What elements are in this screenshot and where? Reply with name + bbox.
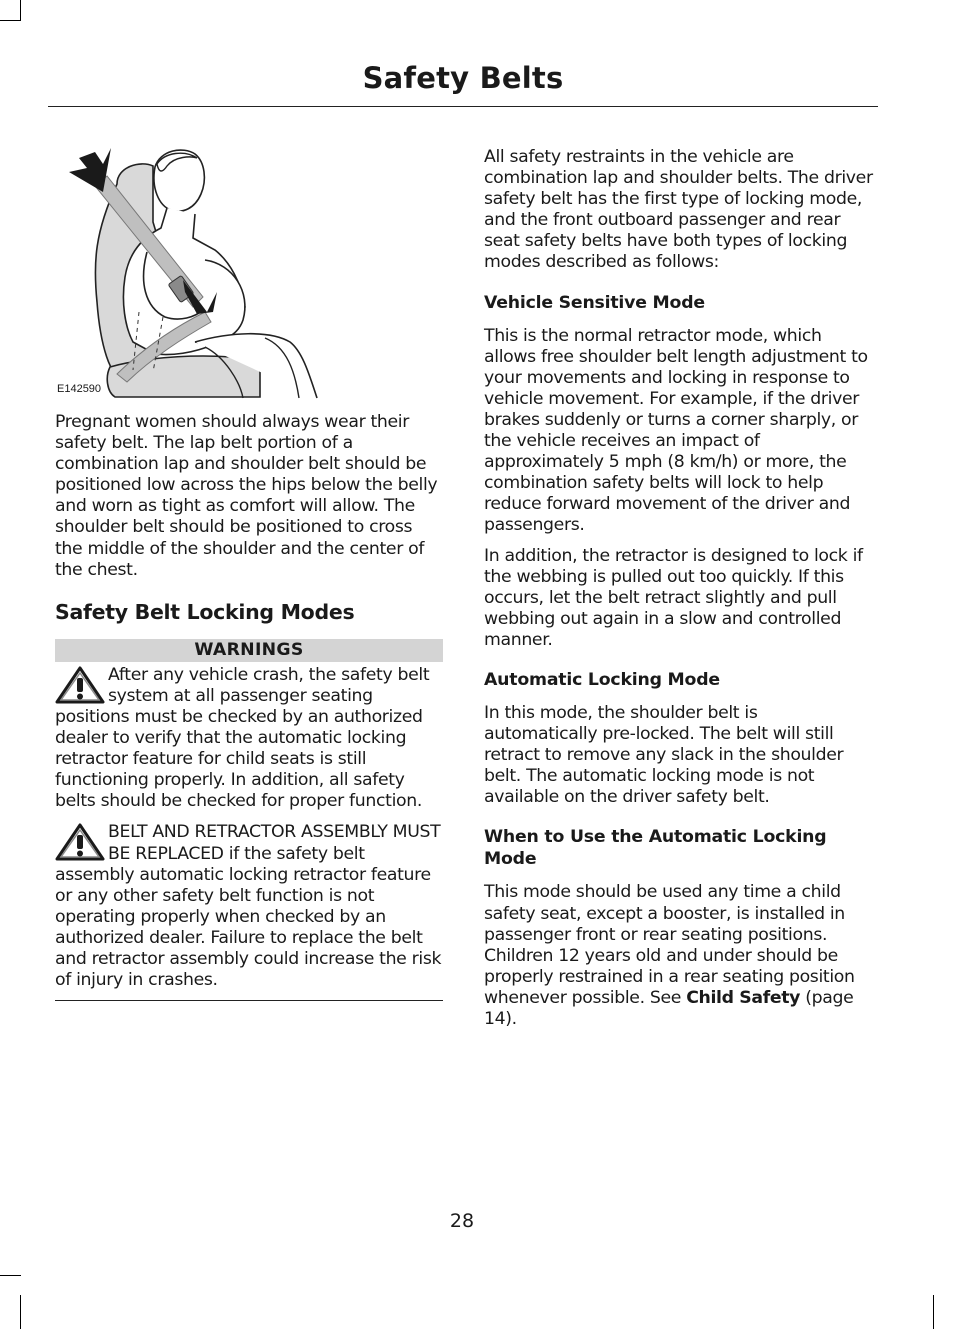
- page-reference: (page 14).: [484, 987, 854, 1029]
- vehicle-sensitive-paragraph: This is the normal retractor mode, which allows free shoulder belt length adjustment to your movements and locking in response to vehicle movement. For example, if the driver brakes suddenly or turns a corner sharply, or the vehicle receives an impact of approximately 5 mph (8 km/h) or more, the combination safety belts will lock to help reduce forward movement of the driver and passengers.: [484, 325, 868, 536]
- crop-mark: [20, 1295, 21, 1329]
- page-title: Safety Belts: [362, 61, 564, 95]
- illustration-graphic: [55, 142, 443, 400]
- warnings-heading: WARNINGS: [55, 639, 443, 662]
- child-safety-link[interactable]: Child Safety: [686, 987, 801, 1008]
- when-to-use-paragraph: [484, 882, 874, 1030]
- retractor-paragraph: In addition, the retractor is designed to lock if the webbing is pulled out too quickly. If this occurs, let the belt retract slightly and pull webbing out again in a slow and controlled manner.: [484, 545, 863, 650]
- when-to-use-heading: When to Use the Automatic Locking Mode: [484, 827, 827, 870]
- when-to-use-text: This mode should be used any time a child safety seat, except a booster, is installed in passenger front or rear seating positions. Children 12 years old and under should be properly restrained in a rear seating position whenever possible. See: [484, 882, 855, 1008]
- warning-text: BELT AND RETRACTOR ASSEMBLY MUST BE REPLACED if the safety belt assembly automatic locking retractor feature or any other safety belt function is not operating properly when checked by an authorized dealer. Failure to replace the belt and retractor assembly could increase the risk of injury in crashes.: [55, 822, 442, 991]
- page-number: 28: [449, 1210, 475, 1232]
- automatic-locking-paragraph: In this mode, the shoulder belt is automatically pre-locked. The belt will still retract to remove any slack in the shoulder belt. The automatic locking mode is not available on the driver safety belt.: [484, 702, 844, 808]
- warning-triangle-icon: [55, 823, 105, 861]
- crop-mark: [0, 1275, 21, 1276]
- crop-mark: [20, 0, 21, 21]
- warning-triangle-icon: [55, 666, 105, 704]
- crop-mark: [0, 20, 21, 21]
- vehicle-sensitive-heading: Vehicle Sensitive Mode: [484, 292, 705, 313]
- warning-item: [55, 822, 443, 991]
- pregnant-seatbelt-illustration: [55, 142, 443, 400]
- right-column: [484, 147, 874, 1039]
- section-heading: Safety Belt Locking Modes: [55, 599, 355, 624]
- warning-text: After any vehicle crash, the safety belt system at all passenger seating positions must be checked by an authorized dealer to verify that the automatic locking retractor feature for child seats is still functioning properly. In addition, all safety belts should be checked for proper function.: [55, 664, 430, 812]
- automatic-locking-heading: Automatic Locking Mode: [484, 669, 720, 690]
- crop-mark: [933, 1295, 934, 1329]
- restraints-paragraph: All safety restraints in the vehicle are combination lap and shoulder belts. The driver safety belt has the first type of locking mode, and the front outboard passenger and rear seat safety belts have both types of locking modes described as follows:: [484, 147, 873, 273]
- title-rule: [48, 106, 878, 107]
- left-column: [55, 142, 443, 1001]
- warnings-end-rule: [55, 1000, 443, 1001]
- warning-item: [55, 665, 443, 813]
- figure-label: E142590: [57, 383, 102, 395]
- pregnancy-paragraph: Pregnant women should always wear their safety belt. The lap belt portion of a combination lap and shoulder belt should be positioned low across the hips below the belly and worn as tight as comfort will allow. The shoulder belt should be positioned to cross the middle of the shoulder and the center of the chest.: [55, 412, 438, 580]
